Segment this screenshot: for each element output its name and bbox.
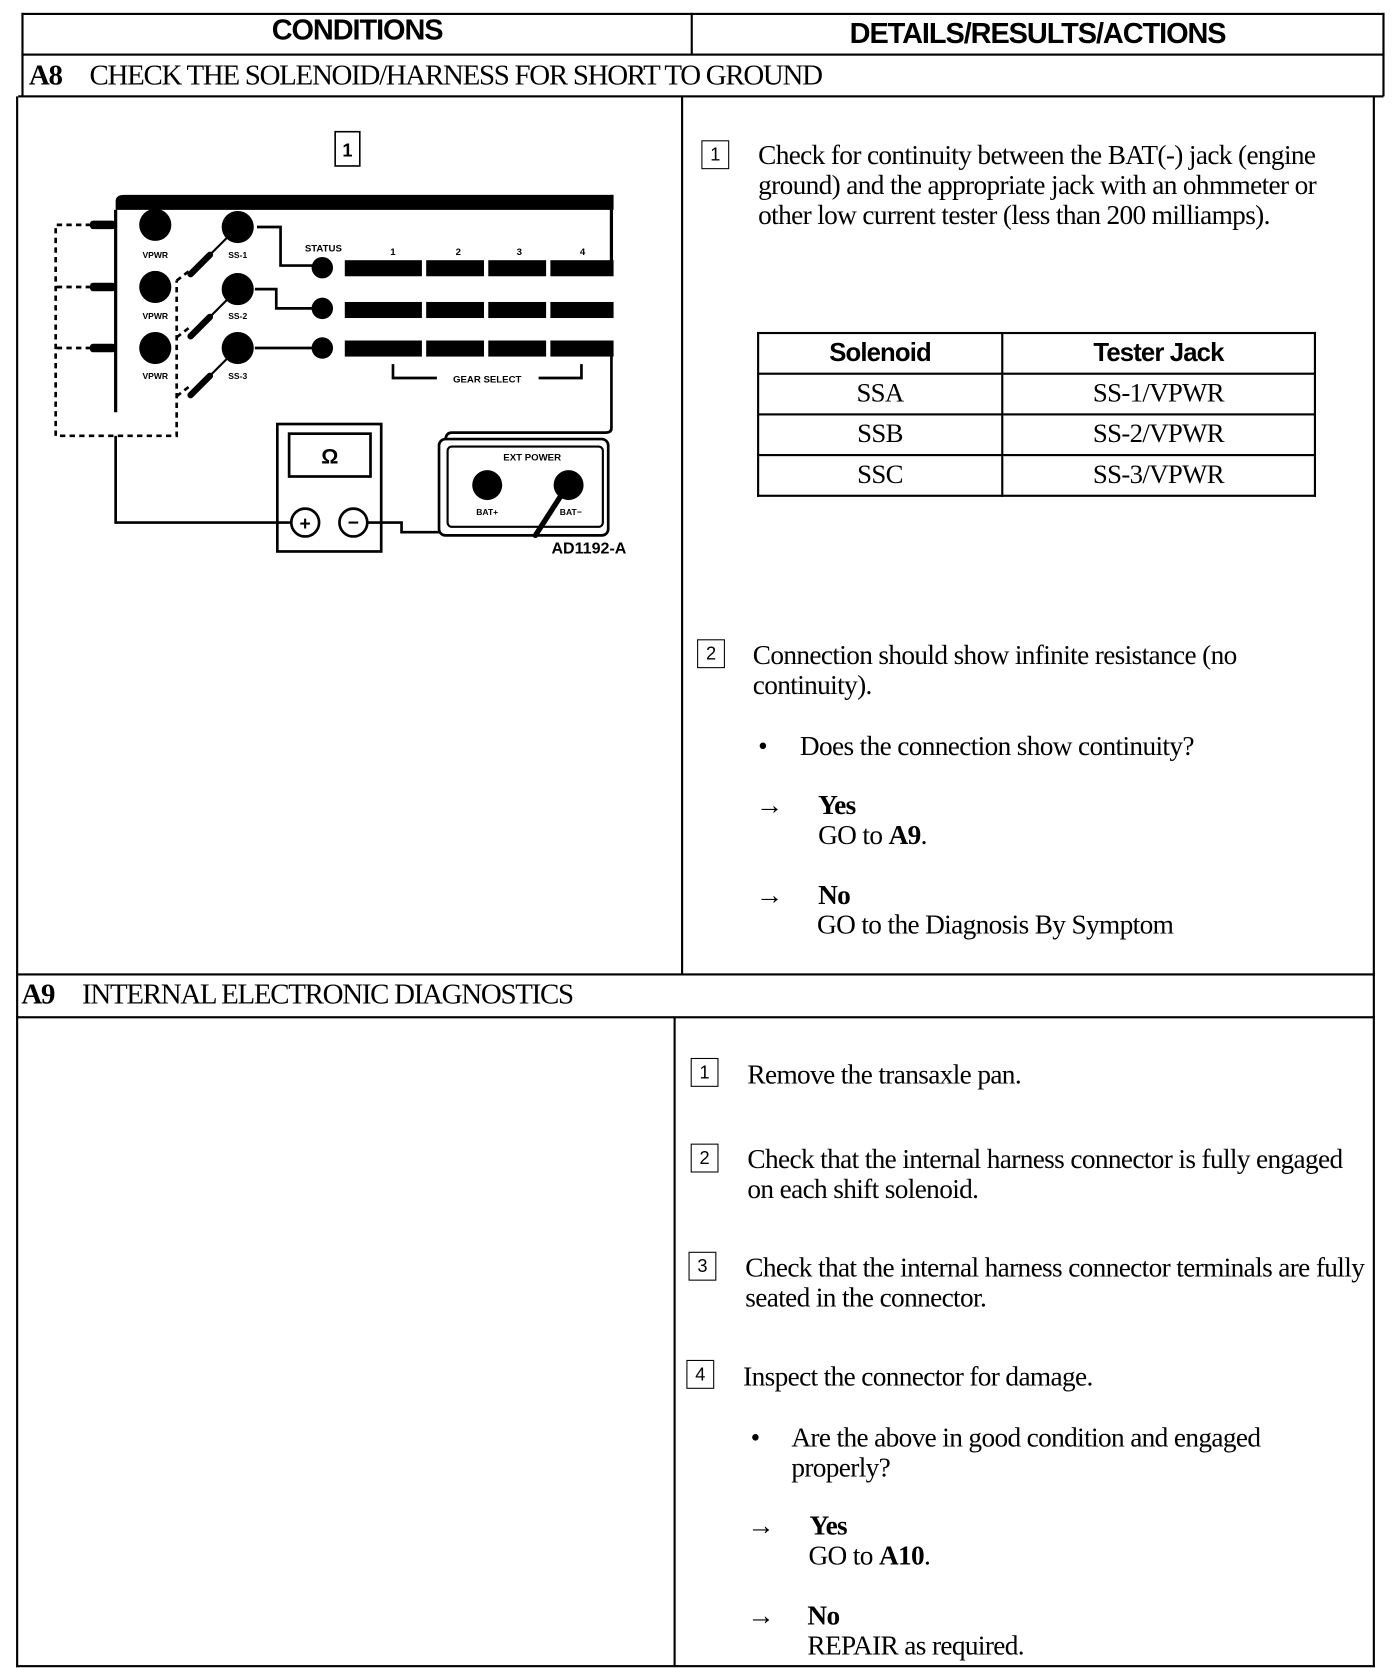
a9-no-action: REPAIR as required. xyxy=(807,1629,1024,1661)
meter-positive-wire xyxy=(116,436,291,523)
yes-action-end: . xyxy=(924,1539,931,1571)
frame-bottom xyxy=(16,1665,1375,1667)
yes-action-text: GO to xyxy=(808,1539,879,1571)
gear-select-label: GEAR SELECT xyxy=(452,374,522,386)
frame-right-lower xyxy=(1373,96,1375,1667)
bat-plus-jack xyxy=(472,470,502,500)
table-header-row xyxy=(758,333,1315,374)
a8-no-label: No xyxy=(818,879,851,911)
table-row xyxy=(758,374,1315,415)
tester-panel-top xyxy=(116,195,614,210)
a9-step3-box: 3 xyxy=(689,1252,717,1281)
a9-step1-box: 1 xyxy=(691,1058,719,1087)
vpwr-jacks xyxy=(139,209,171,364)
ext-power-label: EXT POWER xyxy=(503,452,562,464)
a9-yes-label: Yes xyxy=(809,1509,848,1541)
a9-step3-text: Check that the internal harness connector terminals are fully seated in the connector. xyxy=(745,1251,1365,1313)
a9-step4-text: Inspect the connector for damage. xyxy=(743,1360,1093,1393)
arrow-icon: → xyxy=(755,789,783,821)
details-header: DETAILS/RESULTS/ACTIONS xyxy=(849,17,1226,50)
gear-1-label: 1 xyxy=(390,246,396,258)
a9-no-label: No xyxy=(807,1599,840,1631)
a9-step1-text: Remove the transaxle pan. xyxy=(747,1059,1022,1091)
yes-target-link[interactable]: A9 xyxy=(888,819,921,851)
solenoid-cell: SSA xyxy=(758,374,1002,415)
ss3-label: SS-3 xyxy=(228,371,248,382)
ss-jacks xyxy=(222,211,254,364)
gear-3-label: 3 xyxy=(516,246,523,258)
a8-no-action: GO to the Diagnosis By Symptom xyxy=(817,909,1174,941)
figure-id: AD1192-A xyxy=(551,539,627,558)
tester-jack-cell: SS-1/VPWR xyxy=(1002,374,1315,415)
a8-step2-box: 2 xyxy=(697,639,725,668)
a9-title-text: INTERNAL ELECTRONIC DIAGNOSTICS xyxy=(82,977,573,1010)
solenoid-cell: SSC xyxy=(758,455,1002,496)
yes-target-link[interactable]: A10 xyxy=(878,1539,925,1571)
yes-action-end: . xyxy=(920,819,927,851)
meter-plus-label: + xyxy=(299,514,311,536)
vpwr-label-1: VPWR xyxy=(142,250,169,261)
a9-title-divider xyxy=(16,1016,1375,1018)
gear-indicator-bars xyxy=(345,260,614,356)
a9-title-top xyxy=(16,973,1375,975)
solenoid-tester-jack-table xyxy=(757,332,1316,497)
a8-step1-box: 1 xyxy=(701,140,729,169)
yes-action-text: GO to xyxy=(818,819,889,851)
arrow-icon: → xyxy=(747,1509,775,1541)
a8-step1-text: Check for continuity between the BAT(-) jack (engine ground) and the appropriate jack with an ohmmeter or other low current tester (less than 200 milliamps). xyxy=(758,139,1317,231)
test-probes xyxy=(191,231,234,395)
table-row xyxy=(758,455,1315,496)
a9-section-title xyxy=(21,978,572,1011)
solenoid-column-header: Solenoid xyxy=(758,333,1002,374)
a9-step2-box: 2 xyxy=(691,1144,719,1173)
bullet-icon: • xyxy=(758,730,768,762)
a9-column-divider xyxy=(674,1017,676,1666)
bullet-icon: • xyxy=(750,1422,760,1454)
ss2-label: SS-2 xyxy=(228,311,248,322)
harness-plugs xyxy=(90,221,116,353)
status-label: STATUS xyxy=(304,243,342,255)
a8-yes-action xyxy=(818,820,927,850)
arrow-icon: → xyxy=(755,879,783,911)
a9-question: Are the above in good condition and engaged properly? xyxy=(791,1422,1261,1484)
tester-jack-cell: SS-3/VPWR xyxy=(1002,455,1315,496)
tester-connection-diagram xyxy=(0,0,685,578)
conditions-header: CONDITIONS xyxy=(271,13,443,47)
ss1-label: SS-1 xyxy=(228,250,248,261)
tester-jack-cell: SS-2/VPWR xyxy=(1002,414,1315,455)
table-row xyxy=(758,414,1315,455)
a8-yes-label: Yes xyxy=(818,789,856,821)
a8-question: Does the connection show continuity? xyxy=(799,730,1194,762)
a9-section-id: A9 xyxy=(21,977,55,1010)
a8-step2-text: Connection should show infinite resistance (no continuity). xyxy=(752,639,1237,701)
status-leds xyxy=(312,257,333,359)
bat-plus-label: BAT+ xyxy=(476,507,499,518)
bat-minus-label: BAT− xyxy=(559,507,582,518)
a8-section-id: A8 xyxy=(28,58,62,92)
gear-2-label: 2 xyxy=(455,246,461,258)
ohm-symbol: Ω xyxy=(321,444,339,469)
ohmmeter xyxy=(277,424,381,551)
a9-step4-box: 4 xyxy=(686,1360,714,1389)
figure-step-number: 1 xyxy=(342,140,353,161)
meter-minus-label: − xyxy=(347,512,359,534)
a9-yes-action xyxy=(808,1541,930,1571)
vpwr-label-3: VPWR xyxy=(142,371,169,382)
a8-title-text: CHECK THE SOLENOID/HARNESS FOR SHORT TO GROUND xyxy=(89,58,822,92)
vpwr-label-2: VPWR xyxy=(142,311,169,322)
harness-dashed xyxy=(56,225,191,436)
a9-step2-text: Check that the internal harness connector is fully engaged on each shift solenoid. xyxy=(747,1143,1343,1205)
solenoid-cell: SSB xyxy=(758,414,1002,455)
gear-4-label: 4 xyxy=(579,246,586,258)
tester-jack-column-header: Tester Jack xyxy=(1002,333,1315,374)
arrow-icon: → xyxy=(747,1599,775,1631)
